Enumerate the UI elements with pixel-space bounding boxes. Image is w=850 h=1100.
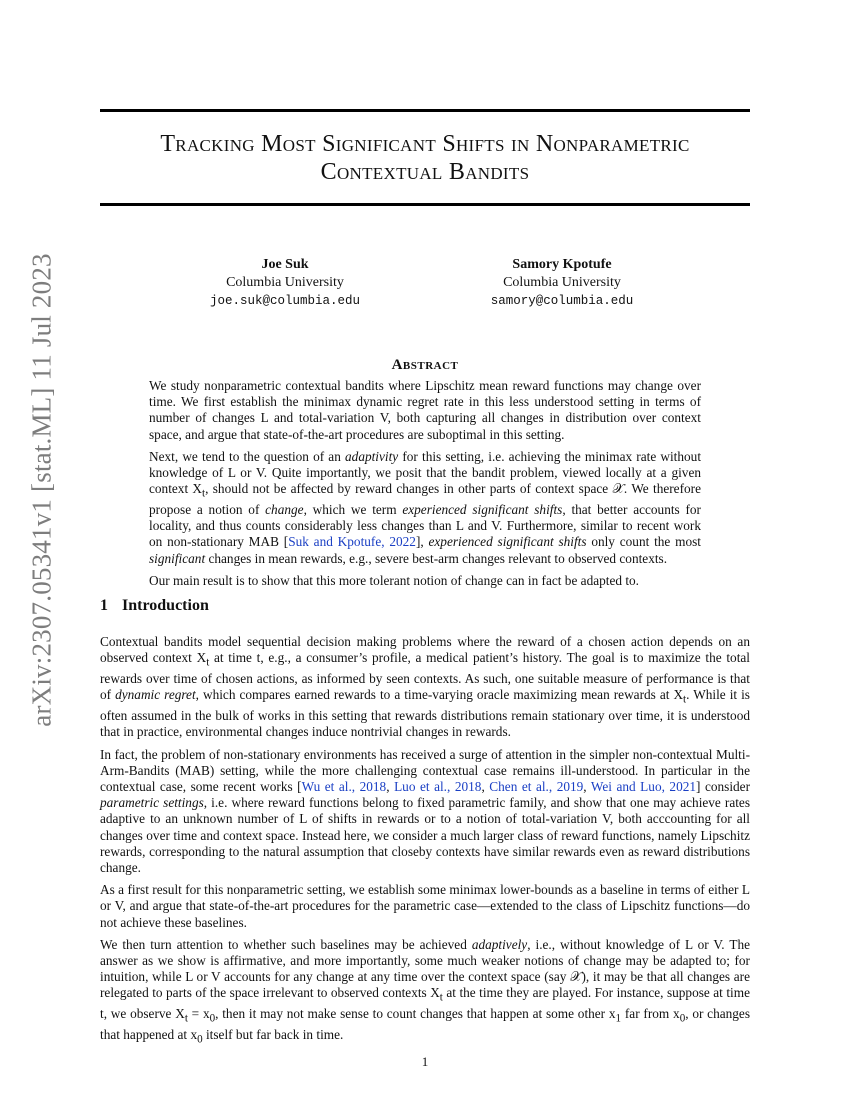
author-email[interactable]: samory@columbia.edu	[490, 294, 634, 308]
abstract-heading: Abstract	[391, 357, 459, 373]
citation-link[interactable]: Luo et al., 2018	[394, 778, 482, 794]
page-number: 1	[421, 1054, 429, 1069]
arxiv-stamp	[22, 253, 62, 727]
section-heading	[100, 597, 209, 615]
author-block	[155, 256, 415, 310]
abstract-paragraph-2: Next, we tend to the question of an adaptivity for this setting, i.e. achieving the minimax rate without knowledge of L or V. Quite importantly, we posit that the bandit problem, viewed locally at a given context $X_t$, should not be affected by reward changes in other parts of context space 𝒳. We therefore propose a notion of change, which we term experienced significant shifts, that better accounts for locality, and thus counts considerably less changes than L and V. Furthermore, similar to recent work on non-stationary MAB [Suk and Kpotufe, 2022], experienced significant shifts only count the most significant changes in mean rewards, e.g., severe best-arm changes relevant to observed contexts.	[149, 448, 702, 566]
intro-paragraph-1: Contextual bandits model sequential decision making problems where the reward of a chosen action depends on an observed context $X_t$ at time t, e.g., a consumer’s profile, a medical patient’s history. The goal is to maximize the total rewards over time of chosen actions, as informed by seen contexts. As such, one suitable measure of performance is that of dynamic regret, which compares earned rewards to a time-varying oracle maximizing mean rewards at $X_t$. While it is often assumed in the bulk of works in this setting that rewards distributions remain stationary over time, it is understood that in practice, environmental changes induce nontrivial changes in rewards.	[100, 634, 750, 740]
author-email[interactable]: joe.suk@columbia.edu	[209, 294, 361, 308]
intro-body	[100, 634, 750, 1054]
citation-link[interactable]: Suk and Kpotufe, 2022	[288, 534, 416, 550]
author-name: Samory Kpotufe	[512, 257, 612, 272]
author-affiliation: Columbia University	[503, 275, 621, 290]
abstract	[149, 378, 701, 595]
citation-link[interactable]: Chen et al., 2019	[489, 778, 584, 794]
author-block	[432, 256, 692, 310]
author-name: Joe Suk	[261, 257, 309, 272]
title-line-2: Contextual Bandits	[320, 159, 530, 185]
title-line-1: Tracking Most Significant Shifts in Nonparametric	[160, 131, 690, 157]
section-title: Introduction	[122, 597, 209, 614]
citation-link[interactable]: Wu et al., 2018	[301, 778, 387, 794]
intro-paragraph-3: As a first result for this nonparametric setting, we establish some minimax lower-bounds as a baseline in terms of either L or V, and argue that state-of-the-art procedures for the parametric case—extended to the class of Lipschitz functions—do not achieve these baselines.	[100, 882, 750, 930]
intro-paragraph-2: In fact, the problem of non-stationary environments has received a surge of attention in the simpler non-contextual Multi-Arm-Bandits (MAB) setting, while the more challenging contextual case remains ill-understood. In particular in the contextual case, some recent works [Wu et al., 2018, Luo et al., 2018, Chen et al., 2019, Wei and Luo, 2021] consider parametric settings, i.e. where reward functions belong to fixed parametric family, and show that one may achieve rates adaptive to an unknown number of L of shifts in rewards or to a notion of total-variation V, both acccounting for all changes over time and context space. Instead here, we consider a much larger class of reward functions, namely Lipschitz rewards, corresponding to the natural assumption that closeby contexts have similar rewards even as reward distributions change.	[100, 746, 751, 875]
citation-link[interactable]: Wei and Luo, 2021	[590, 778, 697, 794]
abstract-paragraph-1: We study nonparametric contextual bandits where Lipschitz mean reward functions may change over time. We first establish the minimax dynamic regret rate in this less understood setting in terms of number of changes L and total-variation V, both capturing all changes in distribution over context space, and argue that state-of-the-art procedures are suboptimal in this setting.	[149, 378, 701, 442]
author-affiliation: Columbia University	[226, 275, 344, 290]
title-rule-top	[100, 109, 750, 112]
arxiv-stamp-text: arXiv:2307.05341v1 [stat.ML] 11 Jul 2023	[26, 253, 57, 727]
abstract-paragraph-3: Our main result is to show that this more tolerant notion of change can in fact be adapted to.	[149, 572, 640, 588]
section-number: 1	[100, 597, 108, 614]
intro-paragraph-4: We then turn attention to whether such baselines may be achieved adaptively, i.e., without knowledge of L or V. The answer as we show is affirmative, and more importantly, some much weaker notions of change may be adapted to; for intuition, while L or V accounts for any change at any time over the context space (say 𝒳), it may be that all changes are relegated to parts of the space irrelevant to observed contexts $X_t$ at the time they are played. For instance, suppose at time t, we observe $X_t = x_0$, then it may not make sense to count changes that happen at some other $x_1$ far from $x_0$, or changes that happened at $x_0$ itself but far back in time.	[100, 936, 751, 1046]
paper-title	[100, 130, 750, 186]
title-rule-bottom	[100, 203, 750, 206]
